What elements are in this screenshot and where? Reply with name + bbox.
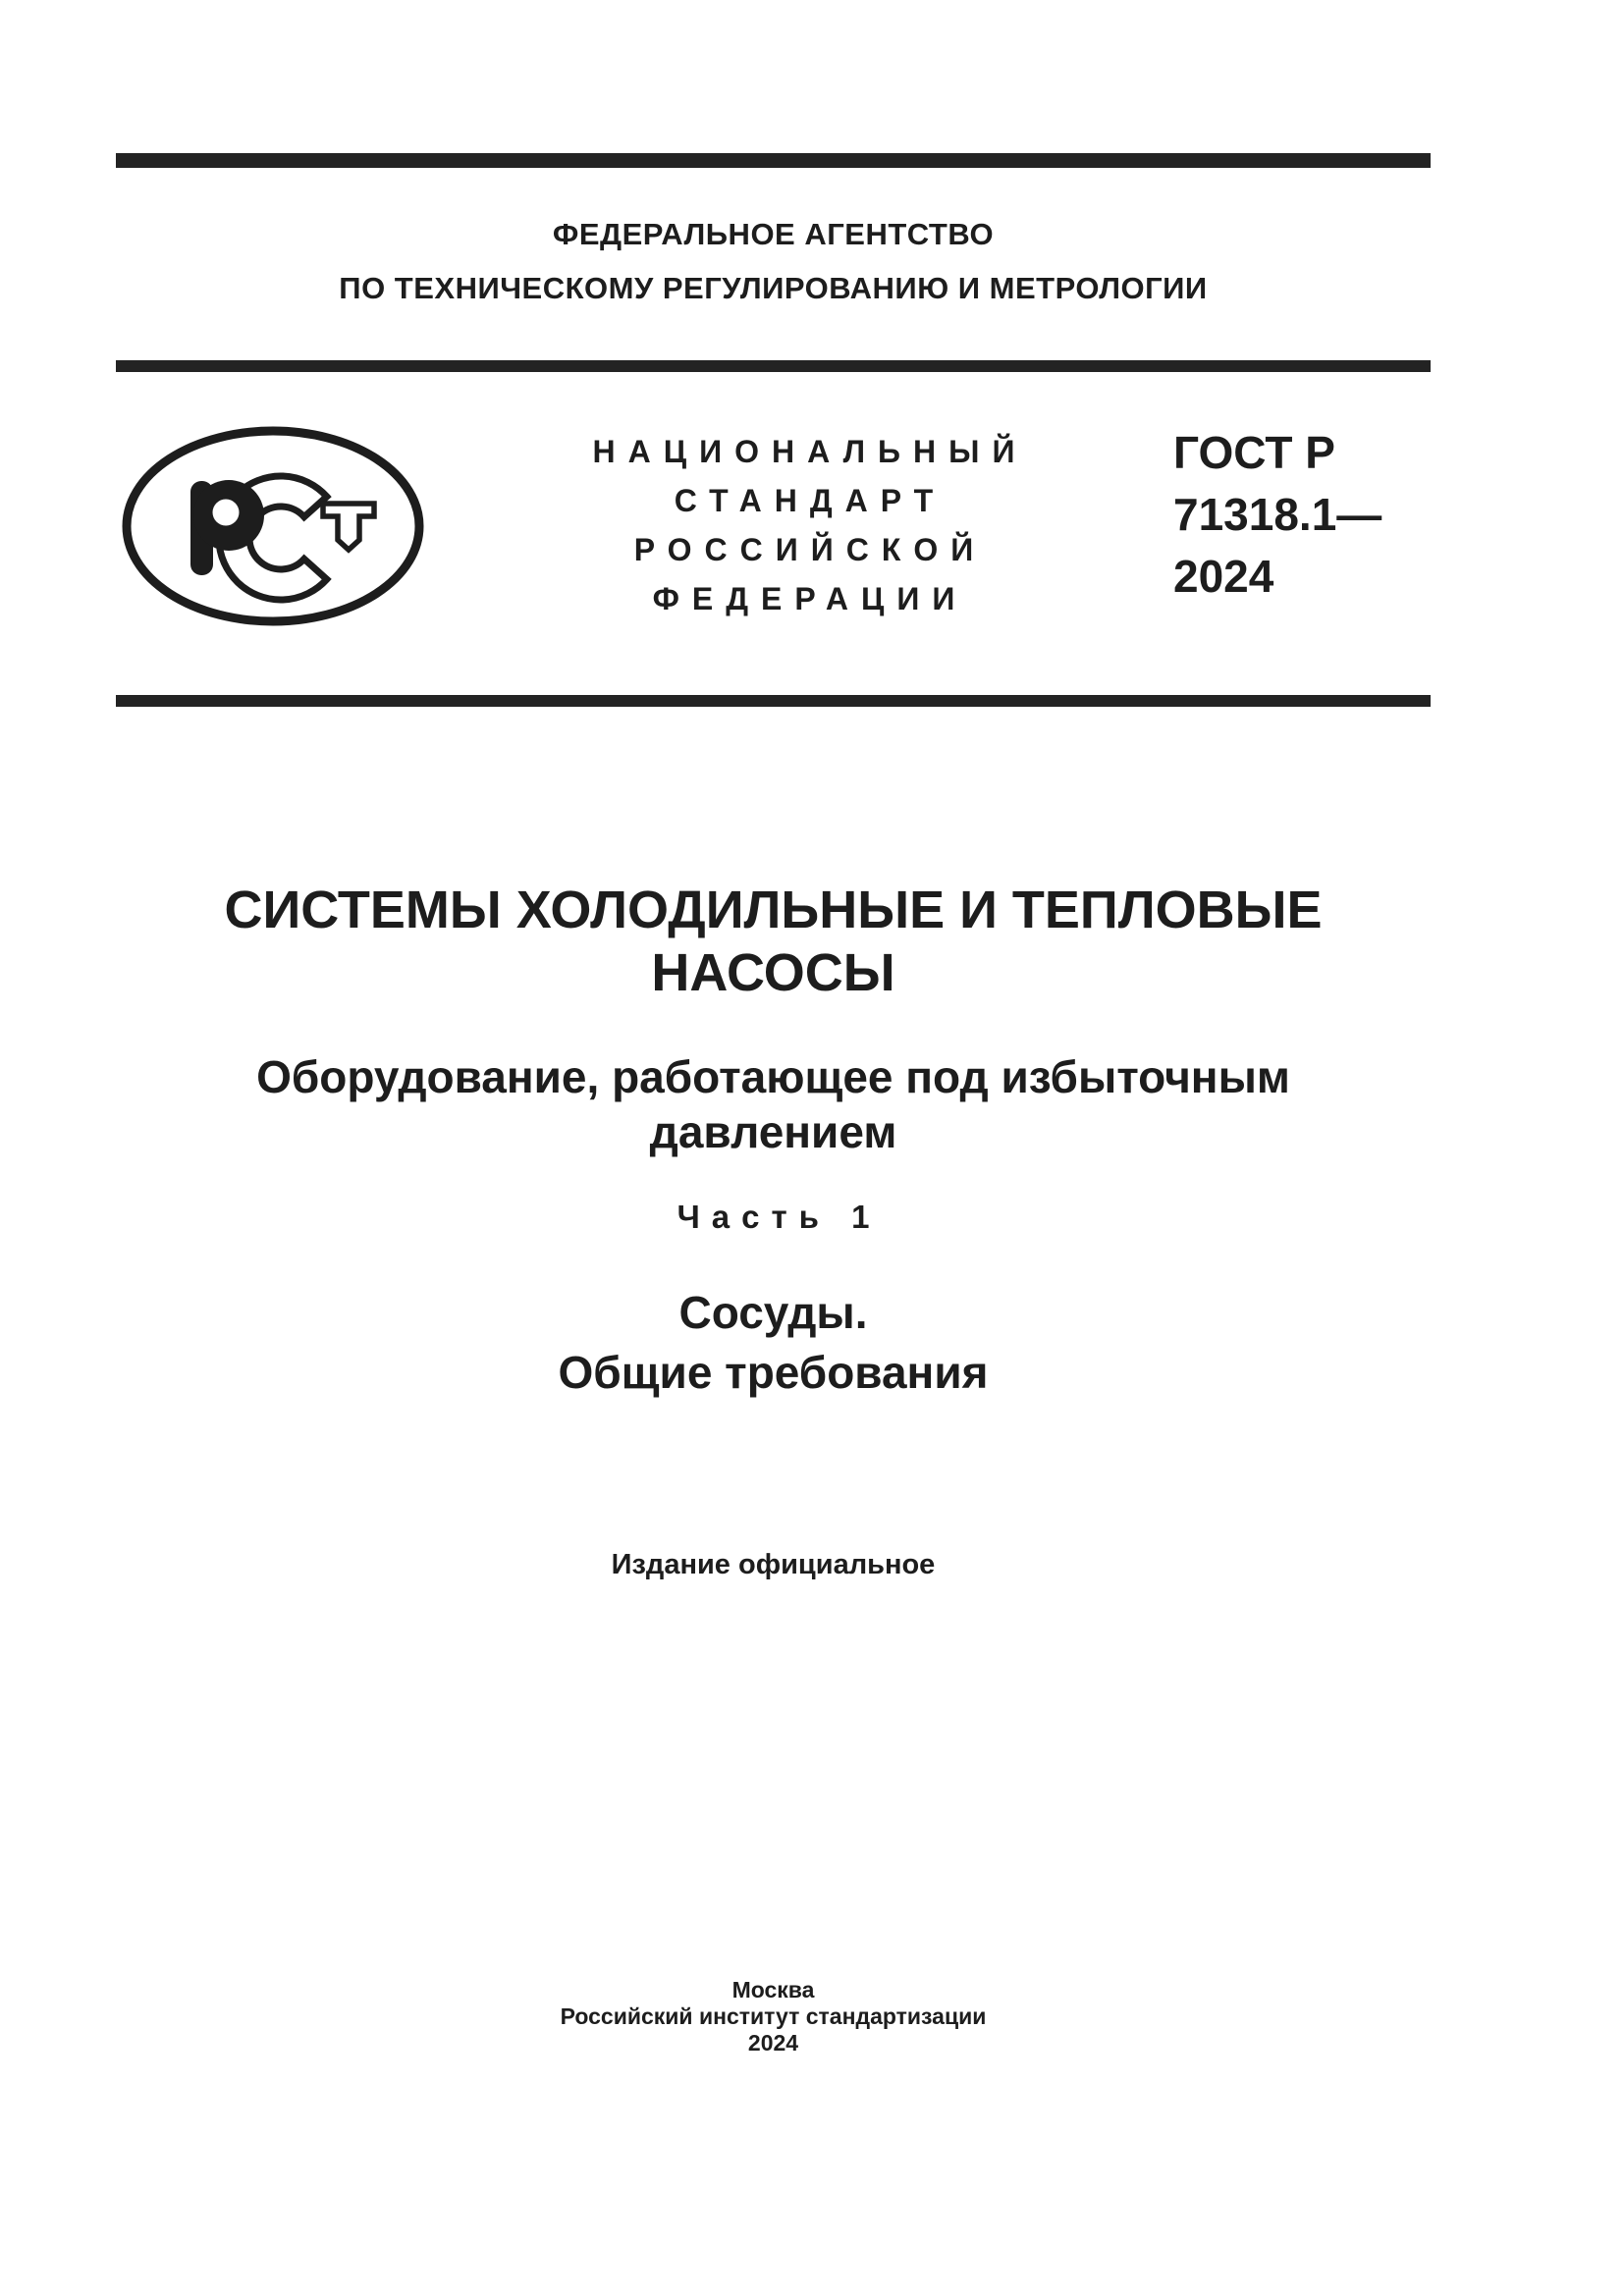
standard-kind-line2: СТАНДАРТ	[674, 483, 947, 518]
imprint-year: 2024	[747, 2030, 799, 2056]
agency-header	[116, 207, 1431, 315]
standard-kind-line4: ФЕДЕРАЦИИ	[652, 581, 968, 616]
title-line2: НАСОСЫ	[651, 943, 895, 1002]
standard-kind-line3: РОССИЙСКОЙ	[633, 532, 987, 567]
designation-number: 71318.1—	[1173, 489, 1382, 540]
standard-title	[116, 879, 1431, 1004]
part-label: Часть 1	[677, 1199, 882, 1235]
subtitle-line1: Оборудование, работающее под избыточным	[256, 1051, 1290, 1102]
top-rule	[116, 153, 1431, 168]
standard-kind-block	[486, 427, 1134, 623]
standard-subtitle	[116, 1049, 1431, 1159]
edition-note: Издание официальное	[611, 1549, 936, 1580]
header-band-bottom-rule	[116, 695, 1431, 707]
header-band-top-rule	[116, 360, 1431, 372]
rst-certification-mark-icon	[118, 424, 428, 628]
standard-kind-line1: НАЦИОНАЛЬНЫЙ	[592, 434, 1028, 469]
rst-logo-icon	[118, 424, 428, 628]
imprint-publisher: Российский институт стандартизации	[560, 2003, 987, 2029]
agency-name-line2: ПО ТЕХНИЧЕСКОМУ РЕГУЛИРОВАНИЮ И МЕТРОЛОГИИ	[339, 271, 1208, 305]
section-title-line1: Сосуды.	[678, 1287, 868, 1338]
agency-name-line1: ФЕДЕРАЛЬНОЕ АГЕНТСТВО	[552, 217, 995, 251]
standard-designation	[1173, 422, 1438, 608]
title-line1: СИСТЕМЫ ХОЛОДИЛЬНЫЕ И ТЕПЛОВЫЕ	[224, 881, 1323, 939]
designation-year: 2024	[1173, 551, 1274, 602]
section-title	[116, 1283, 1431, 1403]
designation-prefix: ГОСТ Р	[1173, 427, 1335, 478]
subtitle-line2: давлением	[649, 1106, 897, 1157]
section-title-line2: Общие требования	[558, 1347, 989, 1398]
imprint-city: Москва	[731, 1977, 815, 2002]
imprint-block	[116, 1977, 1431, 2056]
